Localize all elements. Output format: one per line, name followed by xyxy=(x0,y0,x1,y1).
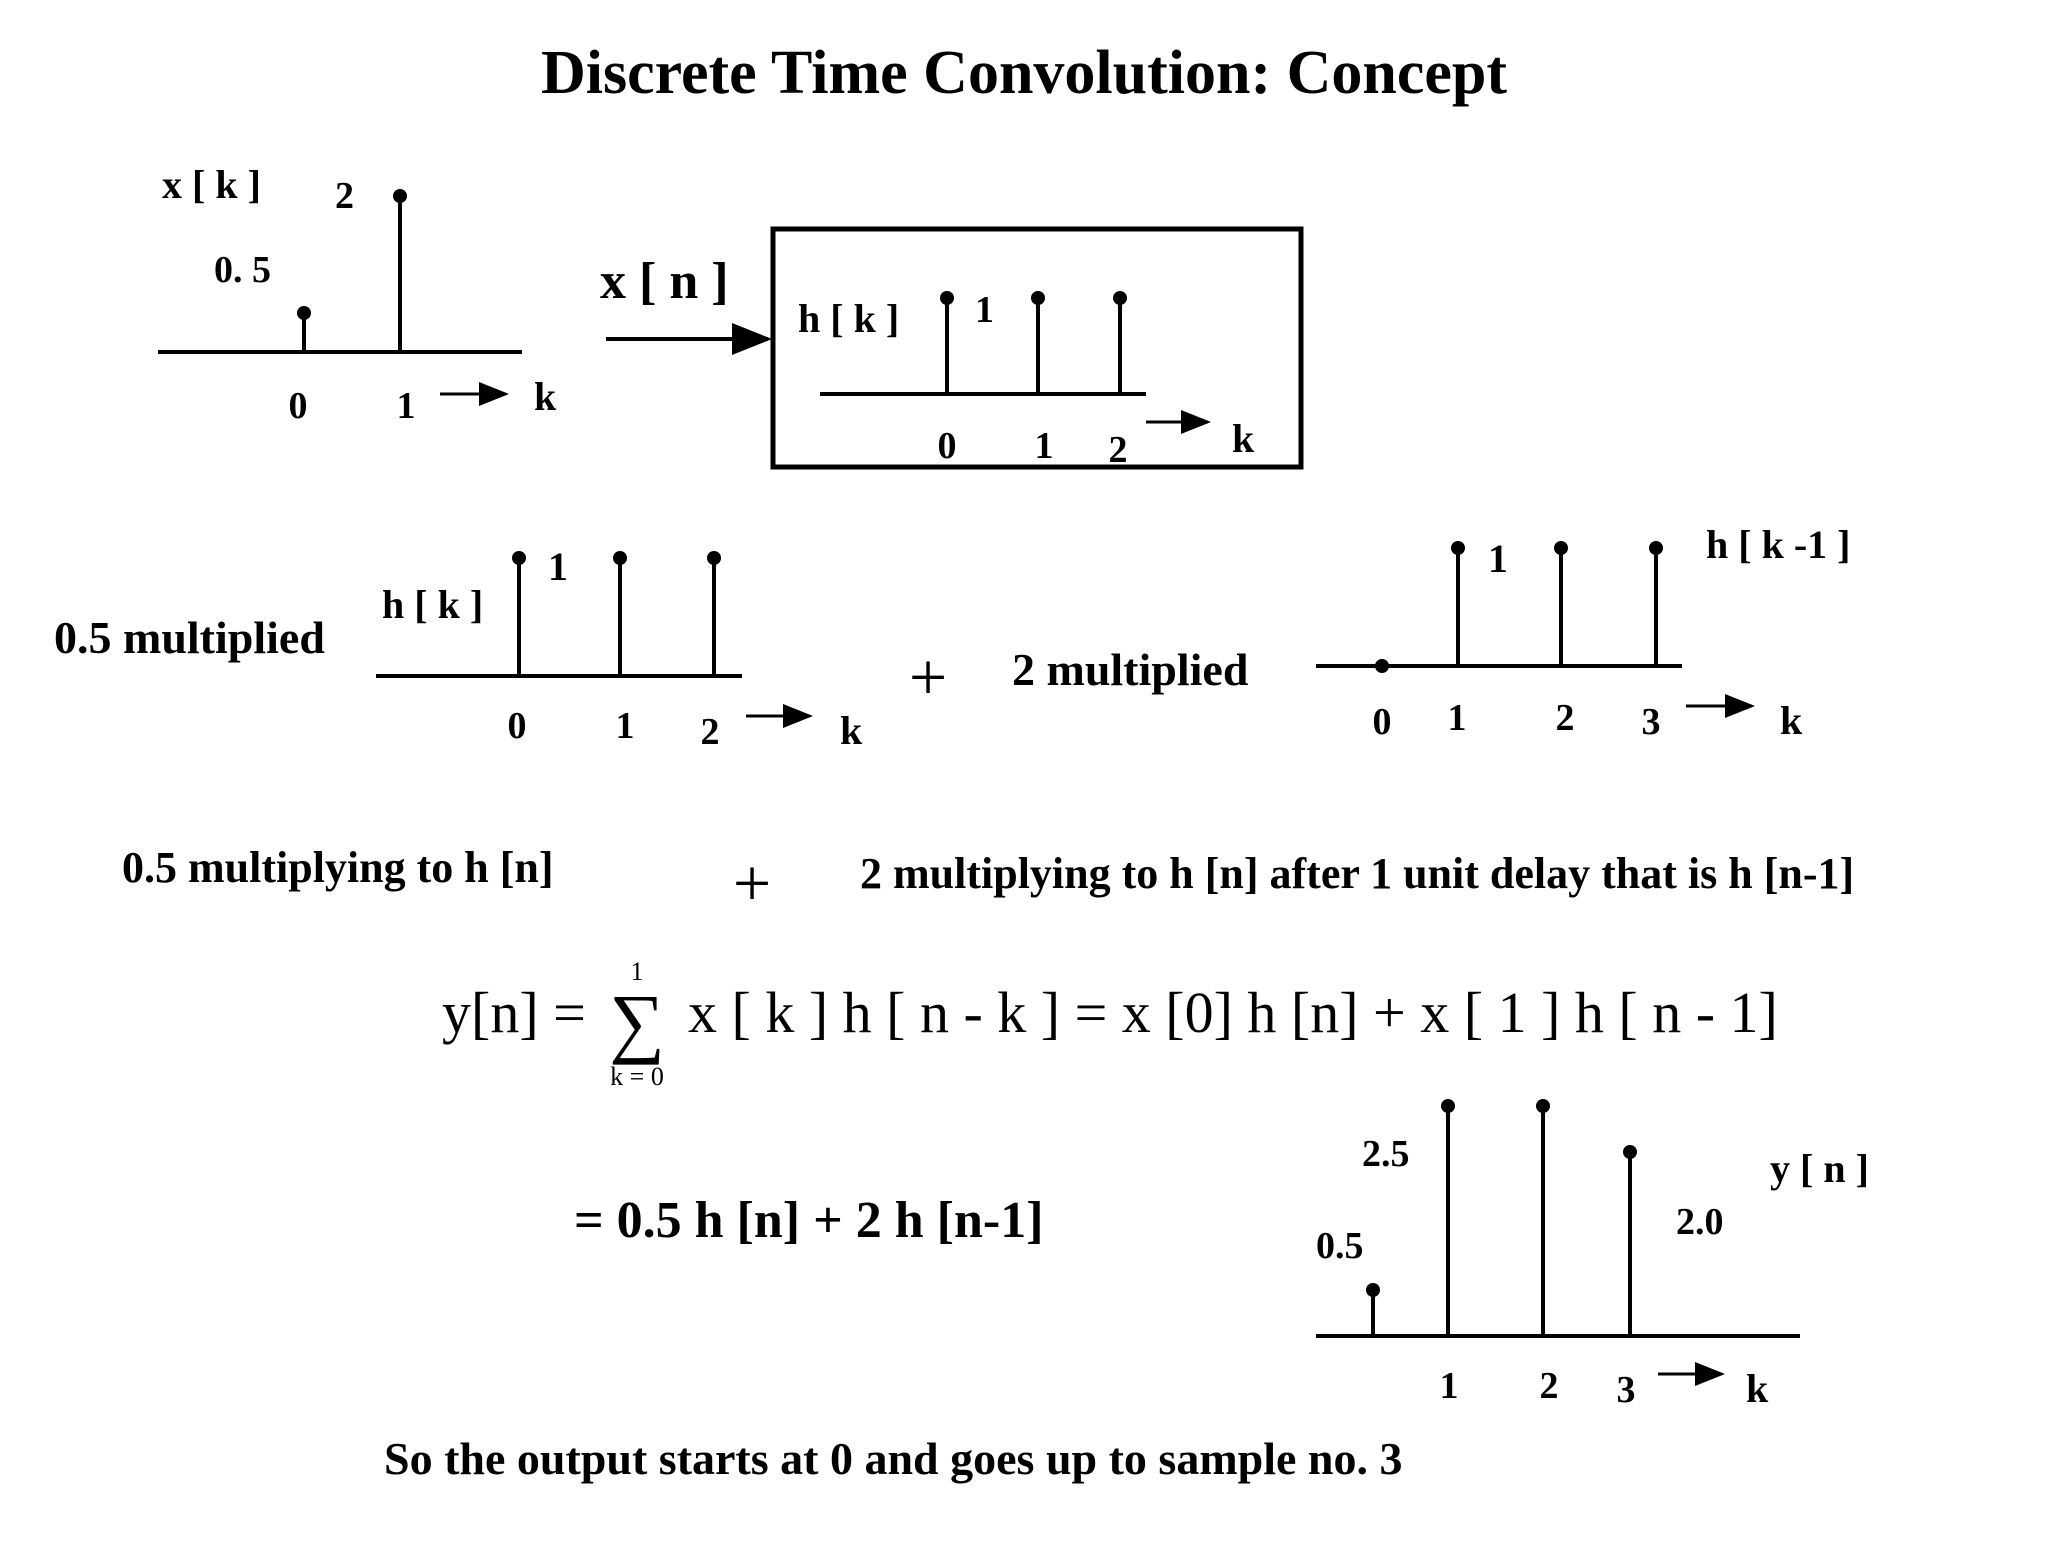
shifted-h-prefix: 2 multiplied xyxy=(1012,644,1249,695)
stem-marker xyxy=(707,551,721,565)
result-expression: = 0.5 h [n] + 2 h [n-1] xyxy=(574,1192,1044,1249)
scaled-h-label: h [ k ] xyxy=(382,582,484,627)
stem-marker xyxy=(393,189,407,203)
stem-marker xyxy=(1554,541,1568,555)
tick-label: 1 xyxy=(1034,425,1054,467)
stem-marker xyxy=(613,551,627,565)
convolution-equation xyxy=(442,957,1778,1091)
tick-label: 2 xyxy=(1555,697,1575,739)
stem-marker xyxy=(1451,541,1465,555)
conclusion-text: So the output starts at 0 and goes up to sample no. 3 xyxy=(384,1433,1403,1484)
equation-lhs: y[n] = xyxy=(442,980,586,1045)
stem-marker xyxy=(1366,1283,1380,1297)
tick-label: 2 xyxy=(700,711,720,753)
tick-label: 3 xyxy=(1616,1369,1636,1411)
axis-label: k xyxy=(1746,1366,1769,1411)
scaled-h-value-label: 1 xyxy=(548,544,568,589)
system-value-label: 1 xyxy=(975,289,994,331)
shifted-h-plot xyxy=(1012,522,1850,743)
tick-label: 1 xyxy=(396,385,416,427)
stem-marker xyxy=(1375,659,1389,673)
scaled-h-stems xyxy=(512,551,721,676)
axis-label: k xyxy=(534,374,557,419)
system-input-label: x [ n ] xyxy=(600,253,729,310)
sum-lower-limit: k = 0 xyxy=(610,1062,664,1091)
tick-label: 1 xyxy=(1439,1365,1459,1407)
slide-title: Discrete Time Convolution: Concept xyxy=(540,39,1508,107)
input-signal-plot xyxy=(158,162,557,427)
scaled-h-prefix: 0.5 multiplied xyxy=(54,612,325,663)
stem-marker xyxy=(1623,1145,1637,1159)
system-box xyxy=(773,229,1301,471)
sum-symbol: ∑ xyxy=(609,978,665,1065)
shifted-h-value-label: 1 xyxy=(1488,536,1508,581)
tick-label: 1 xyxy=(1447,697,1467,739)
shifted-h-label: h [ k -1 ] xyxy=(1706,522,1851,567)
stem-marker xyxy=(297,306,311,320)
axis-label: k xyxy=(1780,698,1803,743)
output-value-label: 2.0 xyxy=(1676,1201,1724,1243)
tick-label: 0 xyxy=(507,705,527,747)
explanation-right: 2 multiplying to h [n] after 1 unit delay that is h [n-1] xyxy=(860,849,1855,898)
input-value-label: 0. 5 xyxy=(214,249,271,291)
output-signal-plot xyxy=(1316,1099,1869,1411)
output-signal-label: y [ n ] xyxy=(1770,1146,1869,1191)
tick-label: 2 xyxy=(1108,429,1128,471)
sum-upper-limit: 1 xyxy=(630,957,644,986)
input-signal-label: x [ k ] xyxy=(162,162,261,207)
tick-label: 0 xyxy=(937,425,957,467)
equation-rhs: x [ k ] h [ n - k ] = x [0] h [n] + x [ 1 ] h [ n - 1] xyxy=(688,980,1778,1045)
output-value-label: 0.5 xyxy=(1316,1225,1364,1267)
tick-label: 2 xyxy=(1539,1365,1559,1407)
shifted-h-stems xyxy=(1375,541,1663,673)
system-stems xyxy=(940,291,1127,394)
explanation-plus: + xyxy=(732,845,772,921)
system-input xyxy=(600,253,768,339)
stem-marker xyxy=(1536,1099,1550,1113)
tick-label: 1 xyxy=(615,705,635,747)
stem-marker xyxy=(940,291,954,305)
stem-marker xyxy=(1113,291,1127,305)
impulse-response-label: h [ k ] xyxy=(798,296,900,341)
output-value-label: 2.5 xyxy=(1362,1133,1410,1175)
stem-marker xyxy=(1649,541,1663,555)
stem-marker xyxy=(1441,1099,1455,1113)
stem-marker xyxy=(512,551,526,565)
tick-label: 0 xyxy=(288,385,308,427)
plus-symbol: + xyxy=(908,639,948,715)
explanation-left: 0.5 multiplying to h [n] xyxy=(122,843,554,892)
stem-marker xyxy=(1031,291,1045,305)
scaled-h-plot xyxy=(54,544,863,753)
tick-label: 0 xyxy=(1372,701,1392,743)
axis-label: k xyxy=(840,708,863,753)
axis-label: k xyxy=(1232,416,1255,461)
tick-label: 3 xyxy=(1641,701,1661,743)
input-value-label: 2 xyxy=(335,175,354,217)
